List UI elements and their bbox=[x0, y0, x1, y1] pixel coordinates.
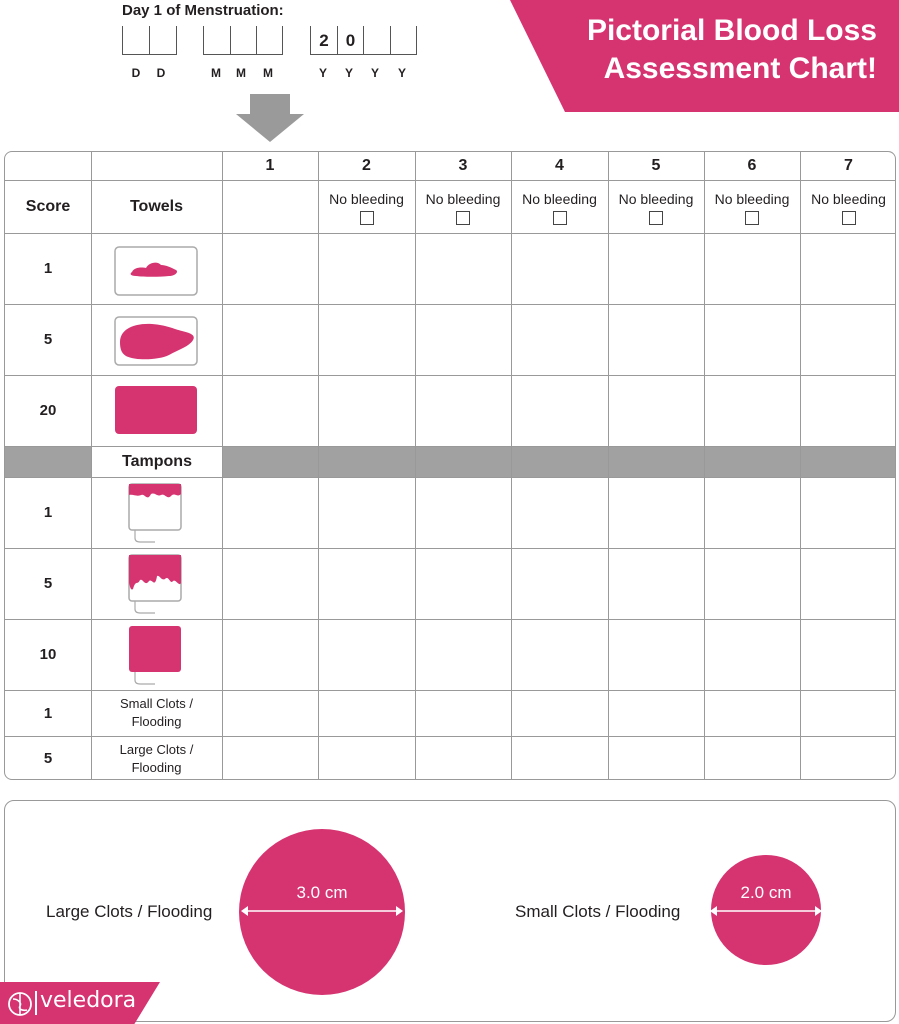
row-divider bbox=[5, 548, 895, 549]
no-bleeding-checkbox[interactable] bbox=[842, 211, 856, 225]
date-letter: Y bbox=[370, 66, 379, 80]
clot-label-line2: Flooding bbox=[131, 714, 182, 729]
date-digit[interactable] bbox=[364, 26, 391, 54]
title-line-2: Assessment Chart! bbox=[603, 52, 877, 85]
towel-score: 5 bbox=[43, 331, 53, 348]
date-digit[interactable] bbox=[150, 26, 177, 54]
tampon-medium-icon bbox=[125, 553, 185, 619]
clot-score: 5 bbox=[43, 750, 53, 767]
tampon-light-icon bbox=[125, 482, 185, 548]
date-digit[interactable]: 0 bbox=[338, 26, 364, 54]
date-label: Day 1 of Menstruation: bbox=[122, 2, 284, 19]
no-bleeding-day-7[interactable] bbox=[800, 182, 896, 232]
large-clots-label bbox=[91, 736, 222, 780]
no-bleeding-checkbox[interactable] bbox=[745, 211, 759, 225]
no-bleeding-checkbox[interactable] bbox=[456, 211, 470, 225]
towel-score: 20 bbox=[39, 402, 57, 419]
large-measure-arrow-icon bbox=[239, 903, 405, 919]
col-divider bbox=[222, 152, 223, 779]
tampon-score: 1 bbox=[43, 504, 53, 521]
clot-score: 1 bbox=[43, 704, 53, 722]
down-arrow-icon bbox=[250, 94, 290, 116]
small-clot-size: 2.0 cm bbox=[740, 883, 792, 902]
small-measure-arrow-icon bbox=[708, 903, 824, 919]
day-header: 5 bbox=[651, 157, 661, 174]
no-bleeding-day-5[interactable] bbox=[608, 182, 704, 232]
date-digit[interactable] bbox=[204, 26, 231, 54]
date-letter: Y bbox=[344, 66, 353, 80]
year-boxes[interactable] bbox=[310, 26, 417, 55]
col-divider bbox=[415, 152, 416, 779]
date-letter: M bbox=[236, 66, 246, 80]
down-arrow-head bbox=[236, 114, 304, 142]
clot-label-line2: Flooding bbox=[131, 759, 182, 775]
towel-score: 1 bbox=[43, 260, 53, 277]
no-bleeding-day-2[interactable] bbox=[318, 182, 415, 232]
no-bleeding-label: No bleeding bbox=[811, 190, 886, 207]
no-bleeding-checkbox[interactable] bbox=[649, 211, 663, 225]
no-bleeding-label: No bleeding bbox=[425, 190, 501, 207]
row-divider bbox=[5, 477, 895, 478]
no-bleeding-checkbox[interactable] bbox=[553, 211, 567, 225]
no-bleeding-label: No bleeding bbox=[618, 190, 694, 207]
no-bleeding-day-6[interactable] bbox=[704, 182, 800, 232]
date-digit[interactable] bbox=[257, 26, 283, 54]
day-header: 6 bbox=[747, 157, 757, 174]
row-divider bbox=[5, 375, 895, 376]
clot-label-line1: Small Clots / bbox=[120, 696, 193, 711]
date-digit[interactable]: 2 bbox=[311, 26, 338, 54]
large-clots-text: Large Clots / Flooding bbox=[46, 902, 213, 921]
day-header: 7 bbox=[844, 157, 853, 174]
towels-header: Towels bbox=[129, 197, 184, 215]
row-divider bbox=[5, 233, 895, 234]
day-header: 4 bbox=[555, 157, 564, 174]
towel-heavy-icon bbox=[114, 385, 198, 435]
tampons-header: Tampons bbox=[92, 446, 222, 477]
logo-divider bbox=[35, 991, 37, 1015]
blood-loss-table bbox=[4, 151, 896, 780]
small-clots-text: Small Clots / Flooding bbox=[515, 902, 681, 921]
clot-label-line1: Large Clots / bbox=[119, 741, 194, 757]
no-bleeding-label: No bleeding bbox=[714, 190, 790, 207]
no-bleeding-label: No bleeding bbox=[329, 190, 404, 207]
col-divider bbox=[318, 152, 319, 779]
date-letter: D bbox=[156, 66, 166, 80]
day-boxes[interactable] bbox=[122, 26, 177, 55]
date-letter: Y bbox=[397, 66, 406, 80]
tampon-score: 10 bbox=[39, 646, 57, 663]
no-bleeding-day-3[interactable] bbox=[415, 182, 511, 232]
no-bleeding-checkbox[interactable] bbox=[360, 211, 374, 225]
row-divider bbox=[5, 619, 895, 620]
col-divider bbox=[91, 152, 92, 779]
no-bleeding-day-4[interactable] bbox=[511, 182, 608, 232]
month-boxes[interactable] bbox=[203, 26, 283, 55]
date-digit[interactable] bbox=[231, 26, 257, 54]
col-divider bbox=[511, 152, 512, 779]
tampon-score: 5 bbox=[43, 575, 53, 592]
date-digit[interactable] bbox=[391, 26, 417, 54]
col-divider bbox=[608, 152, 609, 779]
date-letter: M bbox=[263, 66, 273, 80]
no-bleeding-label: No bleeding bbox=[522, 190, 597, 207]
row-divider bbox=[5, 304, 895, 305]
score-header: Score bbox=[25, 197, 71, 215]
day-header: 3 bbox=[458, 157, 468, 174]
col-divider bbox=[704, 152, 705, 779]
col-divider bbox=[800, 152, 801, 779]
date-digit[interactable] bbox=[123, 26, 150, 54]
logo-text: veledora bbox=[40, 988, 137, 1013]
date-letter: D bbox=[131, 66, 141, 80]
date-letter: M bbox=[211, 66, 221, 80]
towel-medium-icon bbox=[114, 316, 198, 366]
day-header: 1 bbox=[265, 157, 275, 174]
row-divider bbox=[5, 446, 895, 447]
large-clot-size: 3.0 cm bbox=[296, 883, 348, 902]
veledora-logo-icon bbox=[6, 990, 34, 1018]
towel-light-icon bbox=[114, 246, 198, 296]
day-header: 2 bbox=[362, 157, 371, 174]
small-clots-label bbox=[91, 690, 222, 736]
page-title bbox=[587, 12, 877, 88]
tampon-heavy-icon bbox=[125, 624, 185, 690]
title-line-1: Pictorial Blood Loss bbox=[586, 14, 877, 47]
date-letter: Y bbox=[318, 66, 327, 80]
